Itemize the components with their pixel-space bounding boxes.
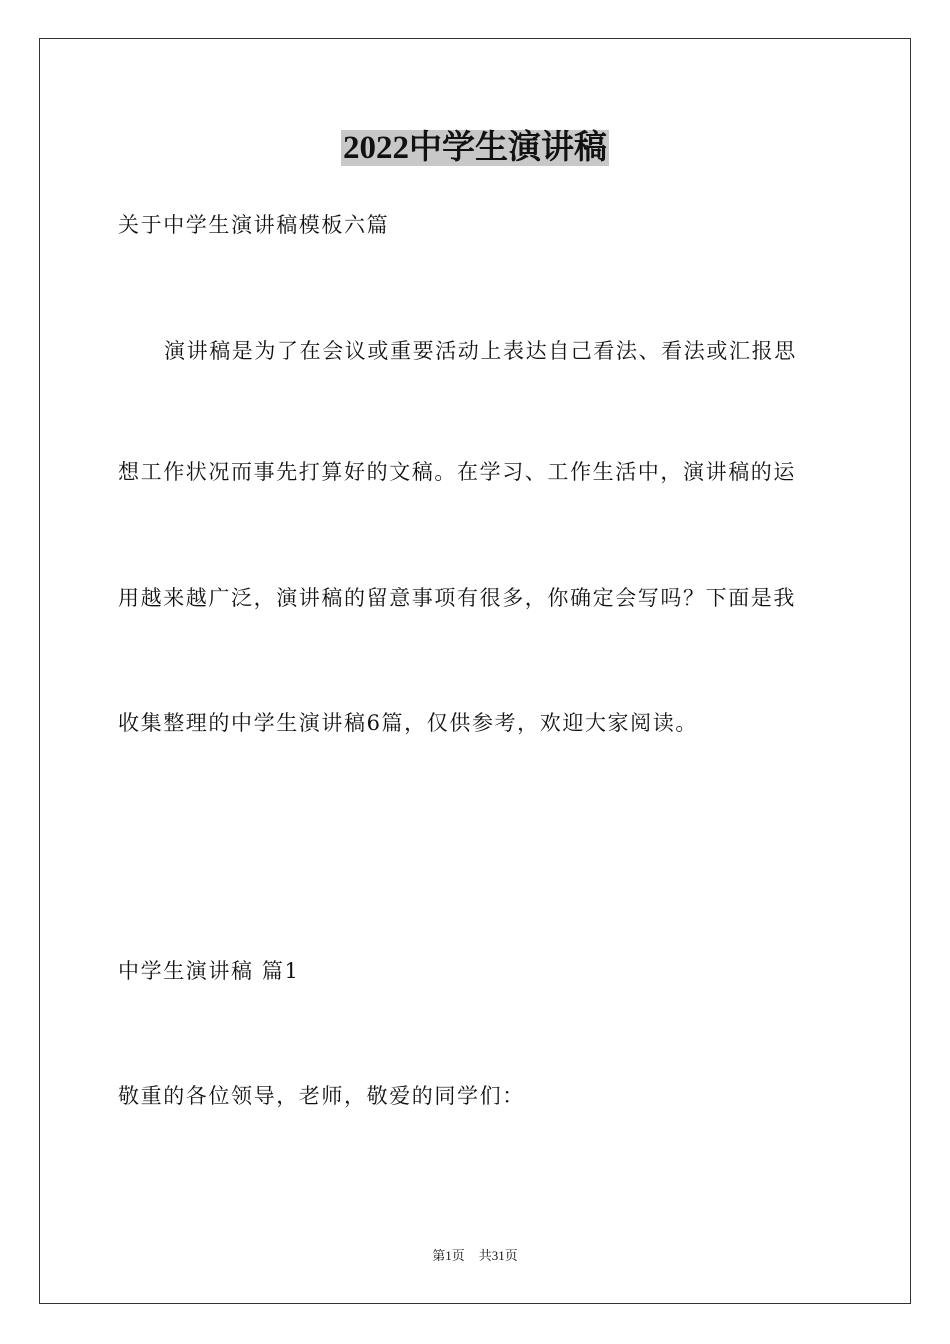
intro-line-1: 演讲稿是为了在会议或重要活动上表达自己看法、看法或汇报思 [164, 339, 797, 363]
document-title [0, 128, 950, 168]
page-number: 第1页 [432, 1248, 465, 1263]
section-heading: 中学生演讲稿 篇1 [118, 959, 300, 983]
intro-line-3: 用越来越广泛，演讲稿的留意事项有很多，你确定会写吗？下面是我 [118, 586, 796, 610]
greeting-line: 敬重的各位领导，老师，敬爱的同学们： [118, 1084, 525, 1108]
page-total: 共31页 [478, 1248, 518, 1263]
page-footer [0, 1247, 950, 1265]
intro-line-2: 想工作状况而事先打算好的文稿。在学习、工作生活中，演讲稿的运 [118, 460, 796, 484]
intro-line-4: 收集整理的中学生演讲稿6篇，仅供参考，欢迎大家阅读。 [118, 711, 698, 735]
document-subtitle: 关于中学生演讲稿模板六篇 [118, 213, 390, 237]
document-title-text: 2022中学生演讲稿 [343, 130, 607, 166]
